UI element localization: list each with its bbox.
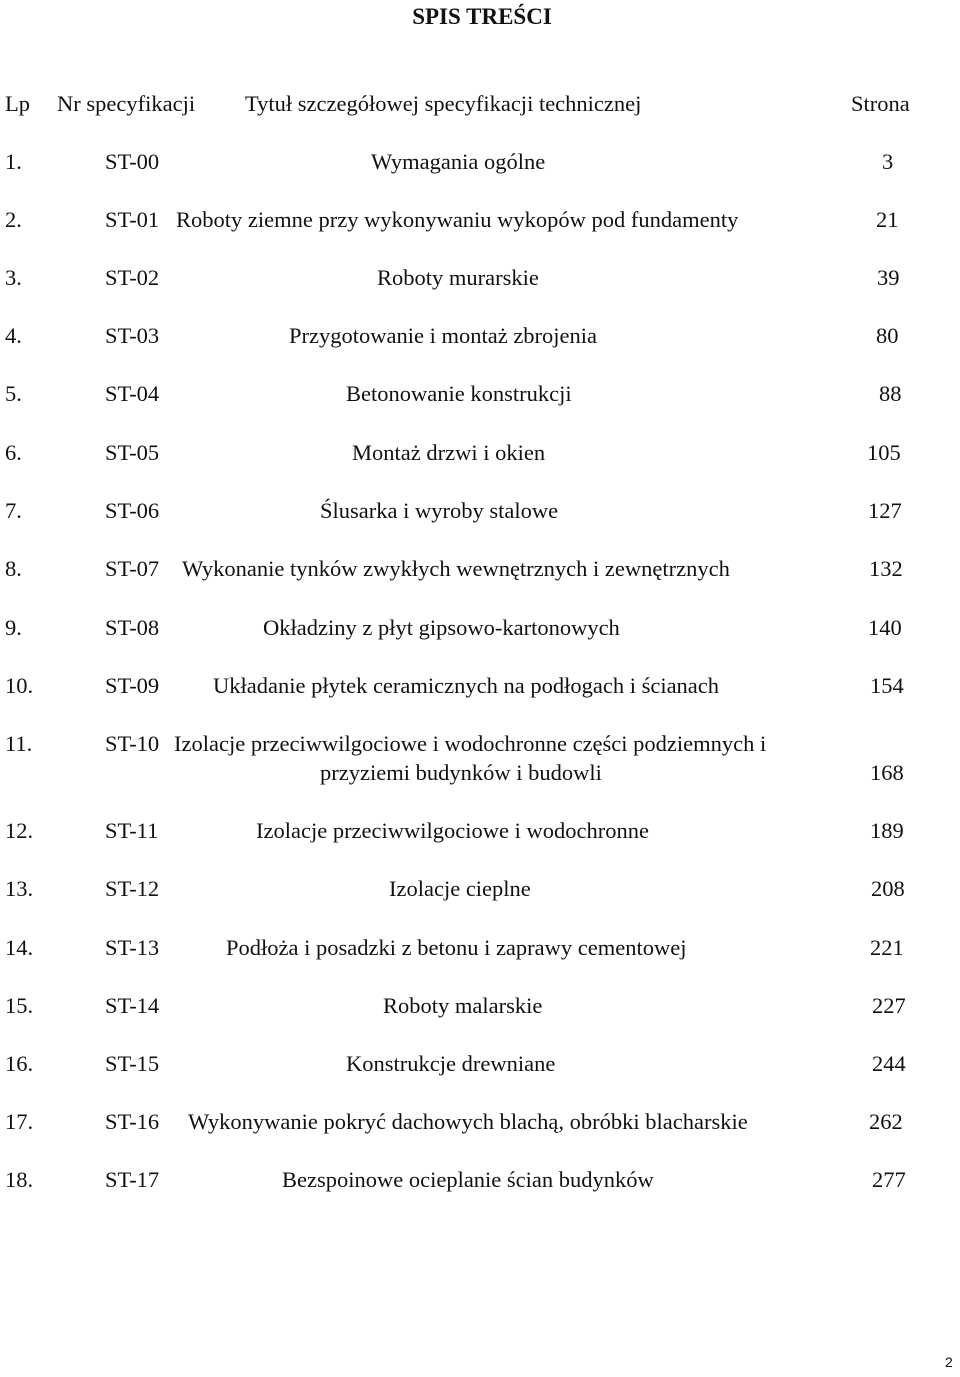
row-title: Okładziny z płyt gipsowo-kartonowych [263, 615, 620, 640]
row-lp: 3. [5, 265, 22, 290]
row-page: 227 [872, 993, 906, 1018]
toc-row [0, 556, 960, 582]
row-page: 189 [870, 818, 904, 843]
row-title: Roboty malarskie [383, 993, 543, 1018]
row-code: ST-16 [105, 1109, 160, 1134]
row-lp: 15. [5, 993, 34, 1018]
row-title: Konstrukcje drewniane [346, 1051, 556, 1076]
row-title: Roboty murarskie [377, 265, 539, 290]
row-page: 221 [870, 935, 904, 960]
row-title: Wymagania ogólne [371, 149, 546, 174]
page-number: 2 [945, 1354, 953, 1370]
row-page: 88 [879, 381, 902, 406]
toc-row [0, 440, 960, 466]
row-page: 277 [872, 1167, 906, 1192]
row-lp: 9. [5, 615, 22, 640]
row-lp: 2. [5, 207, 22, 232]
row-lp: 16. [5, 1051, 34, 1076]
row-lp: 11. [5, 731, 33, 756]
toc-row [0, 731, 960, 787]
row-page: 127 [868, 498, 902, 523]
row-code: ST-07 [105, 556, 160, 581]
row-title: Betonowanie konstrukcji [346, 381, 572, 406]
row-page: 3 [882, 149, 894, 174]
row-title: Izolacje cieplne [389, 876, 531, 901]
row-title: Izolacje przeciwwilgociowe i wodochronne części podziemnych i [174, 731, 767, 756]
toc-row [0, 615, 960, 641]
row-code: ST-10 [105, 731, 160, 756]
header-page: Strona [851, 91, 910, 116]
row-lp: 18. [5, 1167, 34, 1192]
row-lp: 5. [5, 381, 22, 406]
row-title: Montaż drzwi i okien [352, 440, 546, 465]
toc-row [0, 498, 960, 524]
toc-row [0, 818, 960, 844]
row-lp: 8. [5, 556, 22, 581]
toc-header [0, 91, 960, 117]
row-title: Wykonywanie pokryć dachowych blachą, obróbki blacharskie [188, 1109, 748, 1134]
row-title: Układanie płytek ceramicznych na podłogach i ścianach [213, 673, 720, 698]
row-lp: 10. [5, 673, 34, 698]
row-lp: 7. [5, 498, 22, 523]
toc-row [0, 993, 960, 1019]
row-title: Bezspoinowe ocieplanie ścian budynków [282, 1167, 654, 1192]
row-page: 168 [870, 760, 904, 785]
row-lp: 6. [5, 440, 22, 465]
row-lp: 14. [5, 935, 34, 960]
toc-row [0, 1051, 960, 1077]
row-title: Przygotowanie i montaż zbrojenia [289, 323, 598, 348]
row-code: ST-02 [105, 265, 160, 290]
row-lp: 1. [5, 149, 22, 174]
row-code: ST-03 [105, 323, 160, 348]
row-page: 262 [869, 1109, 903, 1134]
row-code: ST-05 [105, 440, 160, 465]
toc-row [0, 381, 960, 407]
row-code: ST-01 [105, 207, 160, 232]
toc-row [0, 876, 960, 902]
toc-row [0, 207, 960, 233]
toc-row [0, 935, 960, 961]
row-page: 140 [868, 615, 902, 640]
row-code: ST-17 [105, 1167, 160, 1192]
toc-row [0, 323, 960, 349]
row-page: 80 [876, 323, 899, 348]
row-code: ST-13 [105, 935, 160, 960]
row-lp: 4. [5, 323, 22, 348]
header-spec-number: Nr specyfikacji [57, 91, 196, 116]
row-title: Ślusarka i wyroby stalowe [320, 498, 559, 523]
row-page: 39 [877, 265, 900, 290]
row-page: 244 [872, 1051, 906, 1076]
toc-row [0, 673, 960, 699]
row-page: 21 [876, 207, 899, 232]
row-code: ST-12 [105, 876, 160, 901]
row-code: ST-09 [105, 673, 160, 698]
row-page: 208 [871, 876, 905, 901]
toc-row [0, 149, 960, 175]
document-title: SPIS TREŚCI [412, 4, 552, 29]
header-lp: Lp [5, 91, 30, 116]
row-title: Podłoża i posadzki z betonu i zaprawy cementowej [226, 935, 687, 960]
header-spec-title: Tytuł szczegółowej specyfikacji technicznej [245, 91, 642, 116]
toc-row [0, 265, 960, 291]
row-lp: 12. [5, 818, 34, 843]
toc-row [0, 1109, 960, 1135]
row-title: Izolacje przeciwwilgociowe i wodochronne [256, 818, 649, 843]
row-title: Roboty ziemne przy wykonywaniu wykopów pod fundamenty [176, 207, 739, 232]
row-code: ST-11 [105, 818, 159, 843]
row-code: ST-08 [105, 615, 160, 640]
row-code: ST-00 [105, 149, 160, 174]
row-code: ST-06 [105, 498, 160, 523]
row-code: ST-15 [105, 1051, 160, 1076]
row-page: 105 [867, 440, 901, 465]
row-title: Wykonanie tynków zwykłych wewnętrznych i zewnętrznych [182, 556, 730, 581]
row-title-line2: przyziemi budynków i budowli [320, 760, 602, 785]
row-lp: 13. [5, 876, 34, 901]
row-lp: 17. [5, 1109, 34, 1134]
row-code: ST-04 [105, 381, 160, 406]
row-code: ST-14 [105, 993, 160, 1018]
toc-row [0, 1167, 960, 1193]
row-page: 154 [870, 673, 904, 698]
row-page: 132 [869, 556, 903, 581]
